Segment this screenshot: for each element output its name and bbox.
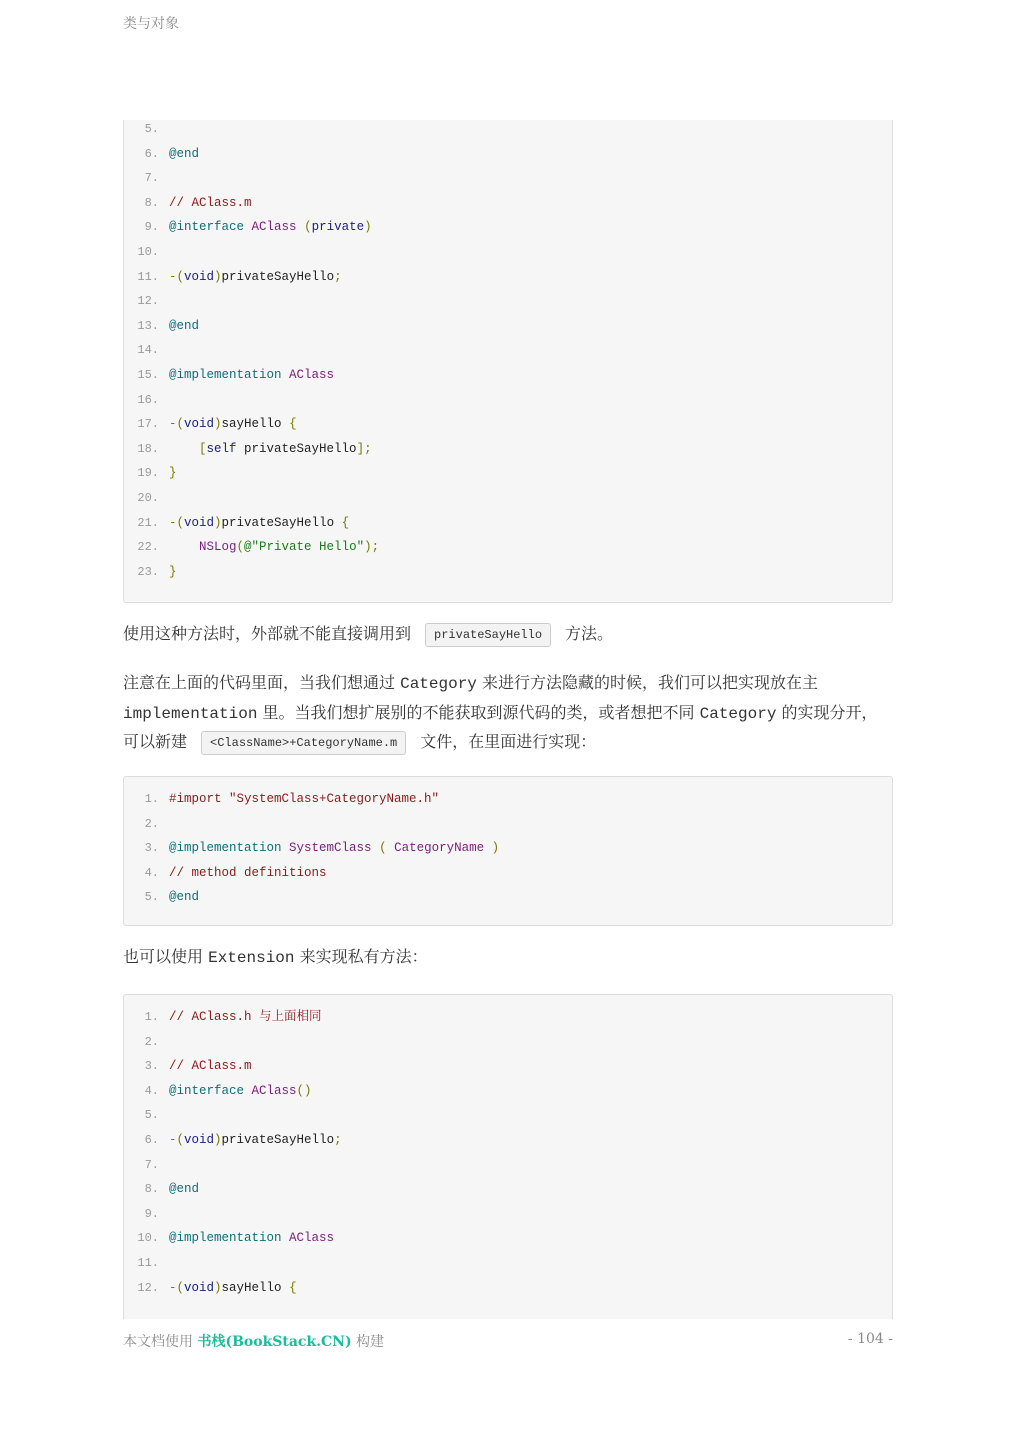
- line-number: 19.: [137, 466, 159, 481]
- code-text: [169, 191, 252, 216]
- code-line: [124, 215, 892, 240]
- code-text: [169, 787, 439, 812]
- code-token: AClass: [251, 220, 297, 235]
- code-token: @end: [169, 890, 200, 905]
- line-number: 17.: [137, 417, 159, 432]
- code-token: ): [214, 1280, 222, 1295]
- code-line: [124, 1251, 892, 1276]
- code-line: [124, 836, 892, 861]
- paragraph-1: [123, 620, 893, 649]
- code-line: [124, 560, 892, 585]
- code-token: AClass: [289, 367, 335, 382]
- code-token: @end: [169, 146, 200, 161]
- line-number: 11.: [137, 1255, 159, 1270]
- line-number: 10.: [137, 1231, 159, 1246]
- paragraph-2-mono-implementation: implementation: [123, 704, 258, 723]
- code-line: [124, 338, 892, 363]
- line-number: 6.: [144, 1132, 159, 1147]
- code-token: AClass: [251, 1083, 297, 1098]
- code-token: ): [214, 515, 222, 530]
- line-number: 5.: [144, 890, 159, 905]
- code-token: {: [341, 515, 350, 530]
- paragraph-2-text-4: 的实现分开，可以新建: [123, 702, 878, 751]
- code-token: }: [169, 466, 177, 481]
- code-token: (): [296, 1083, 312, 1098]
- code-token: (: [379, 841, 387, 856]
- line-number: 23.: [137, 564, 159, 579]
- code-line: [124, 461, 892, 486]
- code-line: [124, 1153, 892, 1178]
- code-text: [169, 1079, 312, 1104]
- code-text: [169, 1054, 252, 1079]
- paragraph-2-text-1: 注意在上面的代码里面，当我们想通过: [123, 673, 401, 692]
- paragraph-2-text-2: 来进行方法隐藏的时候，我们可以把实现放在主: [476, 673, 818, 692]
- code-text: [169, 314, 199, 339]
- code-token: privateSayHello: [221, 515, 342, 530]
- code-line: [124, 1226, 892, 1251]
- code-token: SystemClass: [289, 841, 372, 856]
- code-token: @interface: [169, 1083, 245, 1098]
- line-number: 2.: [144, 816, 159, 831]
- code-text: [169, 511, 349, 536]
- code-token: [297, 220, 305, 234]
- code-token: ;: [334, 269, 342, 284]
- code-token: privateSayHello: [221, 1132, 335, 1147]
- code-text: [169, 215, 372, 240]
- code-text: [169, 885, 199, 910]
- code-line: [124, 511, 892, 536]
- line-number: 8.: [144, 195, 159, 210]
- code-token: [244, 1084, 252, 1098]
- code-token: @implementation: [169, 1231, 282, 1246]
- code-token: -(: [169, 1132, 185, 1147]
- code-token: -(: [169, 417, 185, 432]
- line-number: 6.: [144, 146, 159, 161]
- code-token: @implementation: [169, 367, 282, 382]
- paragraph-2-text-5: 文件，在里面进行实现：: [420, 732, 597, 751]
- code-token: // AClass.m: [169, 1059, 252, 1074]
- code-token: {: [289, 417, 297, 432]
- paragraph-1-text-after: 方法。: [565, 624, 614, 643]
- code-token: [282, 1231, 290, 1245]
- code-token: privateSayHello: [236, 441, 357, 456]
- code-line: [124, 166, 892, 191]
- paragraph-3-text-2: 来实现私有方法：: [294, 947, 428, 966]
- code-token: -(: [169, 269, 185, 284]
- inline-code-privatesayhello: privateSayHello: [425, 623, 551, 647]
- line-number: 5.: [144, 1108, 159, 1123]
- line-number: 7.: [144, 171, 159, 186]
- code-token: CategoryName: [394, 841, 485, 856]
- code-text: [169, 836, 499, 861]
- footer-suffix: 构建: [351, 1334, 385, 1350]
- code-line: [124, 437, 892, 462]
- code-line: [124, 117, 892, 142]
- code-token: [484, 841, 492, 855]
- code-text: [169, 1005, 322, 1030]
- code-text: [169, 1226, 334, 1251]
- code-token: // method definitions: [169, 865, 327, 880]
- code-line: [124, 861, 892, 886]
- line-number: 11.: [137, 269, 159, 284]
- line-number: 12.: [137, 1280, 159, 1295]
- footer-brand-link[interactable]: 书栈(BookStack.CN): [197, 1334, 352, 1350]
- code-token: [169, 540, 199, 554]
- code-token: {: [289, 1280, 297, 1295]
- line-number: 1.: [144, 1010, 159, 1024]
- code-token: @implementation: [169, 841, 282, 856]
- code-token: void: [184, 269, 215, 284]
- code-token: ): [214, 269, 222, 284]
- footer-credit: [123, 1331, 384, 1351]
- code-token: privateSayHello: [221, 269, 335, 284]
- code-line: [124, 486, 892, 511]
- code-text: [169, 1276, 297, 1301]
- code-text: [169, 437, 372, 462]
- line-number: 16.: [137, 392, 159, 407]
- code-token: @"Private Hello": [244, 540, 365, 555]
- paragraph-3-mono-extension: Extension: [208, 949, 295, 967]
- code-line: [124, 1079, 892, 1104]
- code-line: [124, 787, 892, 812]
- line-number: 14.: [137, 343, 159, 358]
- code-line: [124, 535, 892, 560]
- code-line: [124, 265, 892, 290]
- code-token: @end: [169, 1182, 200, 1197]
- line-number: 10.: [137, 244, 159, 259]
- line-number: 4.: [144, 1083, 159, 1098]
- code-token: ];: [356, 441, 372, 456]
- line-number: 1.: [144, 792, 159, 806]
- code-line: [124, 1103, 892, 1128]
- code-token: self: [206, 441, 237, 456]
- code-line: [124, 1030, 892, 1055]
- code-line: [124, 1202, 892, 1227]
- code-line: [124, 812, 892, 837]
- code-text: [169, 265, 342, 290]
- line-number: 21.: [137, 515, 159, 530]
- code-token: [387, 841, 395, 855]
- code-line: [124, 1128, 892, 1153]
- code-block-1: [123, 120, 893, 603]
- line-number: 15.: [137, 367, 159, 382]
- code-line: [124, 240, 892, 265]
- code-token: [282, 841, 290, 855]
- footer-prefix: 本文档使用: [123, 1334, 198, 1350]
- line-number: 20.: [137, 490, 159, 505]
- code-text: [169, 461, 177, 486]
- code-line: [124, 142, 892, 167]
- paragraph-2-mono-category: Category: [400, 675, 477, 693]
- code-token: void: [184, 515, 215, 530]
- paragraph-2: [123, 669, 893, 757]
- code-token: @end: [169, 318, 200, 333]
- code-text: [169, 560, 177, 585]
- line-number: 12.: [137, 294, 159, 309]
- code-token: ;: [334, 1132, 342, 1147]
- code-token: void: [184, 417, 215, 432]
- code-text: [169, 1177, 199, 1202]
- code-token: -(: [169, 515, 185, 530]
- code-token: // AClass.h 与上面相同: [169, 1010, 322, 1024]
- code-token: -(: [169, 1280, 185, 1295]
- code-block-2: [123, 776, 893, 926]
- paragraph-3: [123, 943, 893, 973]
- line-number: 18.: [137, 441, 159, 456]
- line-number: 2.: [144, 1034, 159, 1049]
- code-token: // AClass.m: [169, 195, 252, 210]
- code-token: }: [169, 564, 177, 579]
- line-number: 8.: [144, 1182, 159, 1197]
- code-text: [169, 535, 379, 560]
- code-line: [124, 412, 892, 437]
- paragraph-3-text-1: 也可以使用: [123, 947, 209, 966]
- code-text: [169, 861, 327, 886]
- line-number: 3.: [144, 1059, 159, 1074]
- code-token: [282, 368, 290, 382]
- code-token: [: [169, 441, 207, 456]
- code-token: NSLog: [199, 540, 237, 555]
- code-token: void: [184, 1132, 215, 1147]
- code-token: ): [214, 417, 222, 432]
- code-line: [124, 1177, 892, 1202]
- paragraph-2-text-3: 里。当我们想扩展别的不能获取到源代码的类，或者想把不同: [257, 702, 700, 722]
- code-token: ): [214, 1132, 222, 1147]
- code-line: [124, 314, 892, 339]
- code-text: [169, 363, 334, 388]
- code-token: #import "SystemClass+CategoryName.h": [169, 792, 440, 806]
- code-token: private: [311, 220, 365, 235]
- code-token: void: [184, 1280, 215, 1295]
- code-token: (: [304, 220, 312, 235]
- code-text: [169, 142, 199, 167]
- line-number: 13.: [137, 318, 159, 333]
- running-header: 类与对象: [123, 16, 179, 32]
- code-line: [124, 1005, 892, 1030]
- code-token: ): [364, 220, 372, 235]
- code-token: [372, 841, 380, 855]
- code-token: ): [491, 841, 500, 856]
- line-number: 9.: [144, 1206, 159, 1221]
- code-text: [169, 1128, 342, 1153]
- code-block-3: [123, 994, 893, 1319]
- code-token: );: [364, 540, 380, 555]
- code-line: [124, 363, 892, 388]
- line-number: 22.: [137, 540, 159, 555]
- code-line: [124, 1276, 892, 1301]
- line-number: 7.: [144, 1157, 159, 1172]
- code-line: [124, 289, 892, 314]
- code-line: [124, 1054, 892, 1079]
- inline-code-classname-file: <ClassName>+CategoryName.m: [201, 731, 406, 755]
- code-token: sayHello: [221, 1280, 290, 1295]
- code-token: sayHello: [221, 417, 290, 432]
- code-token: (: [236, 540, 245, 555]
- code-line: [124, 388, 892, 413]
- code-token: @interface: [169, 220, 245, 235]
- code-line: [124, 885, 892, 910]
- line-number: 3.: [144, 841, 159, 856]
- paragraph-1-text-before: 使用这种方法时，外部就不能直接调用到: [123, 624, 412, 643]
- code-line: [124, 191, 892, 216]
- code-token: [244, 220, 252, 234]
- paragraph-2-mono-category-2: Category: [699, 704, 777, 723]
- code-token: AClass: [289, 1231, 335, 1246]
- code-text: [169, 412, 297, 437]
- line-number: 9.: [144, 220, 159, 235]
- line-number: 4.: [144, 865, 159, 880]
- page-number: - 104 -: [847, 1331, 893, 1347]
- line-number: 5.: [144, 122, 159, 136]
